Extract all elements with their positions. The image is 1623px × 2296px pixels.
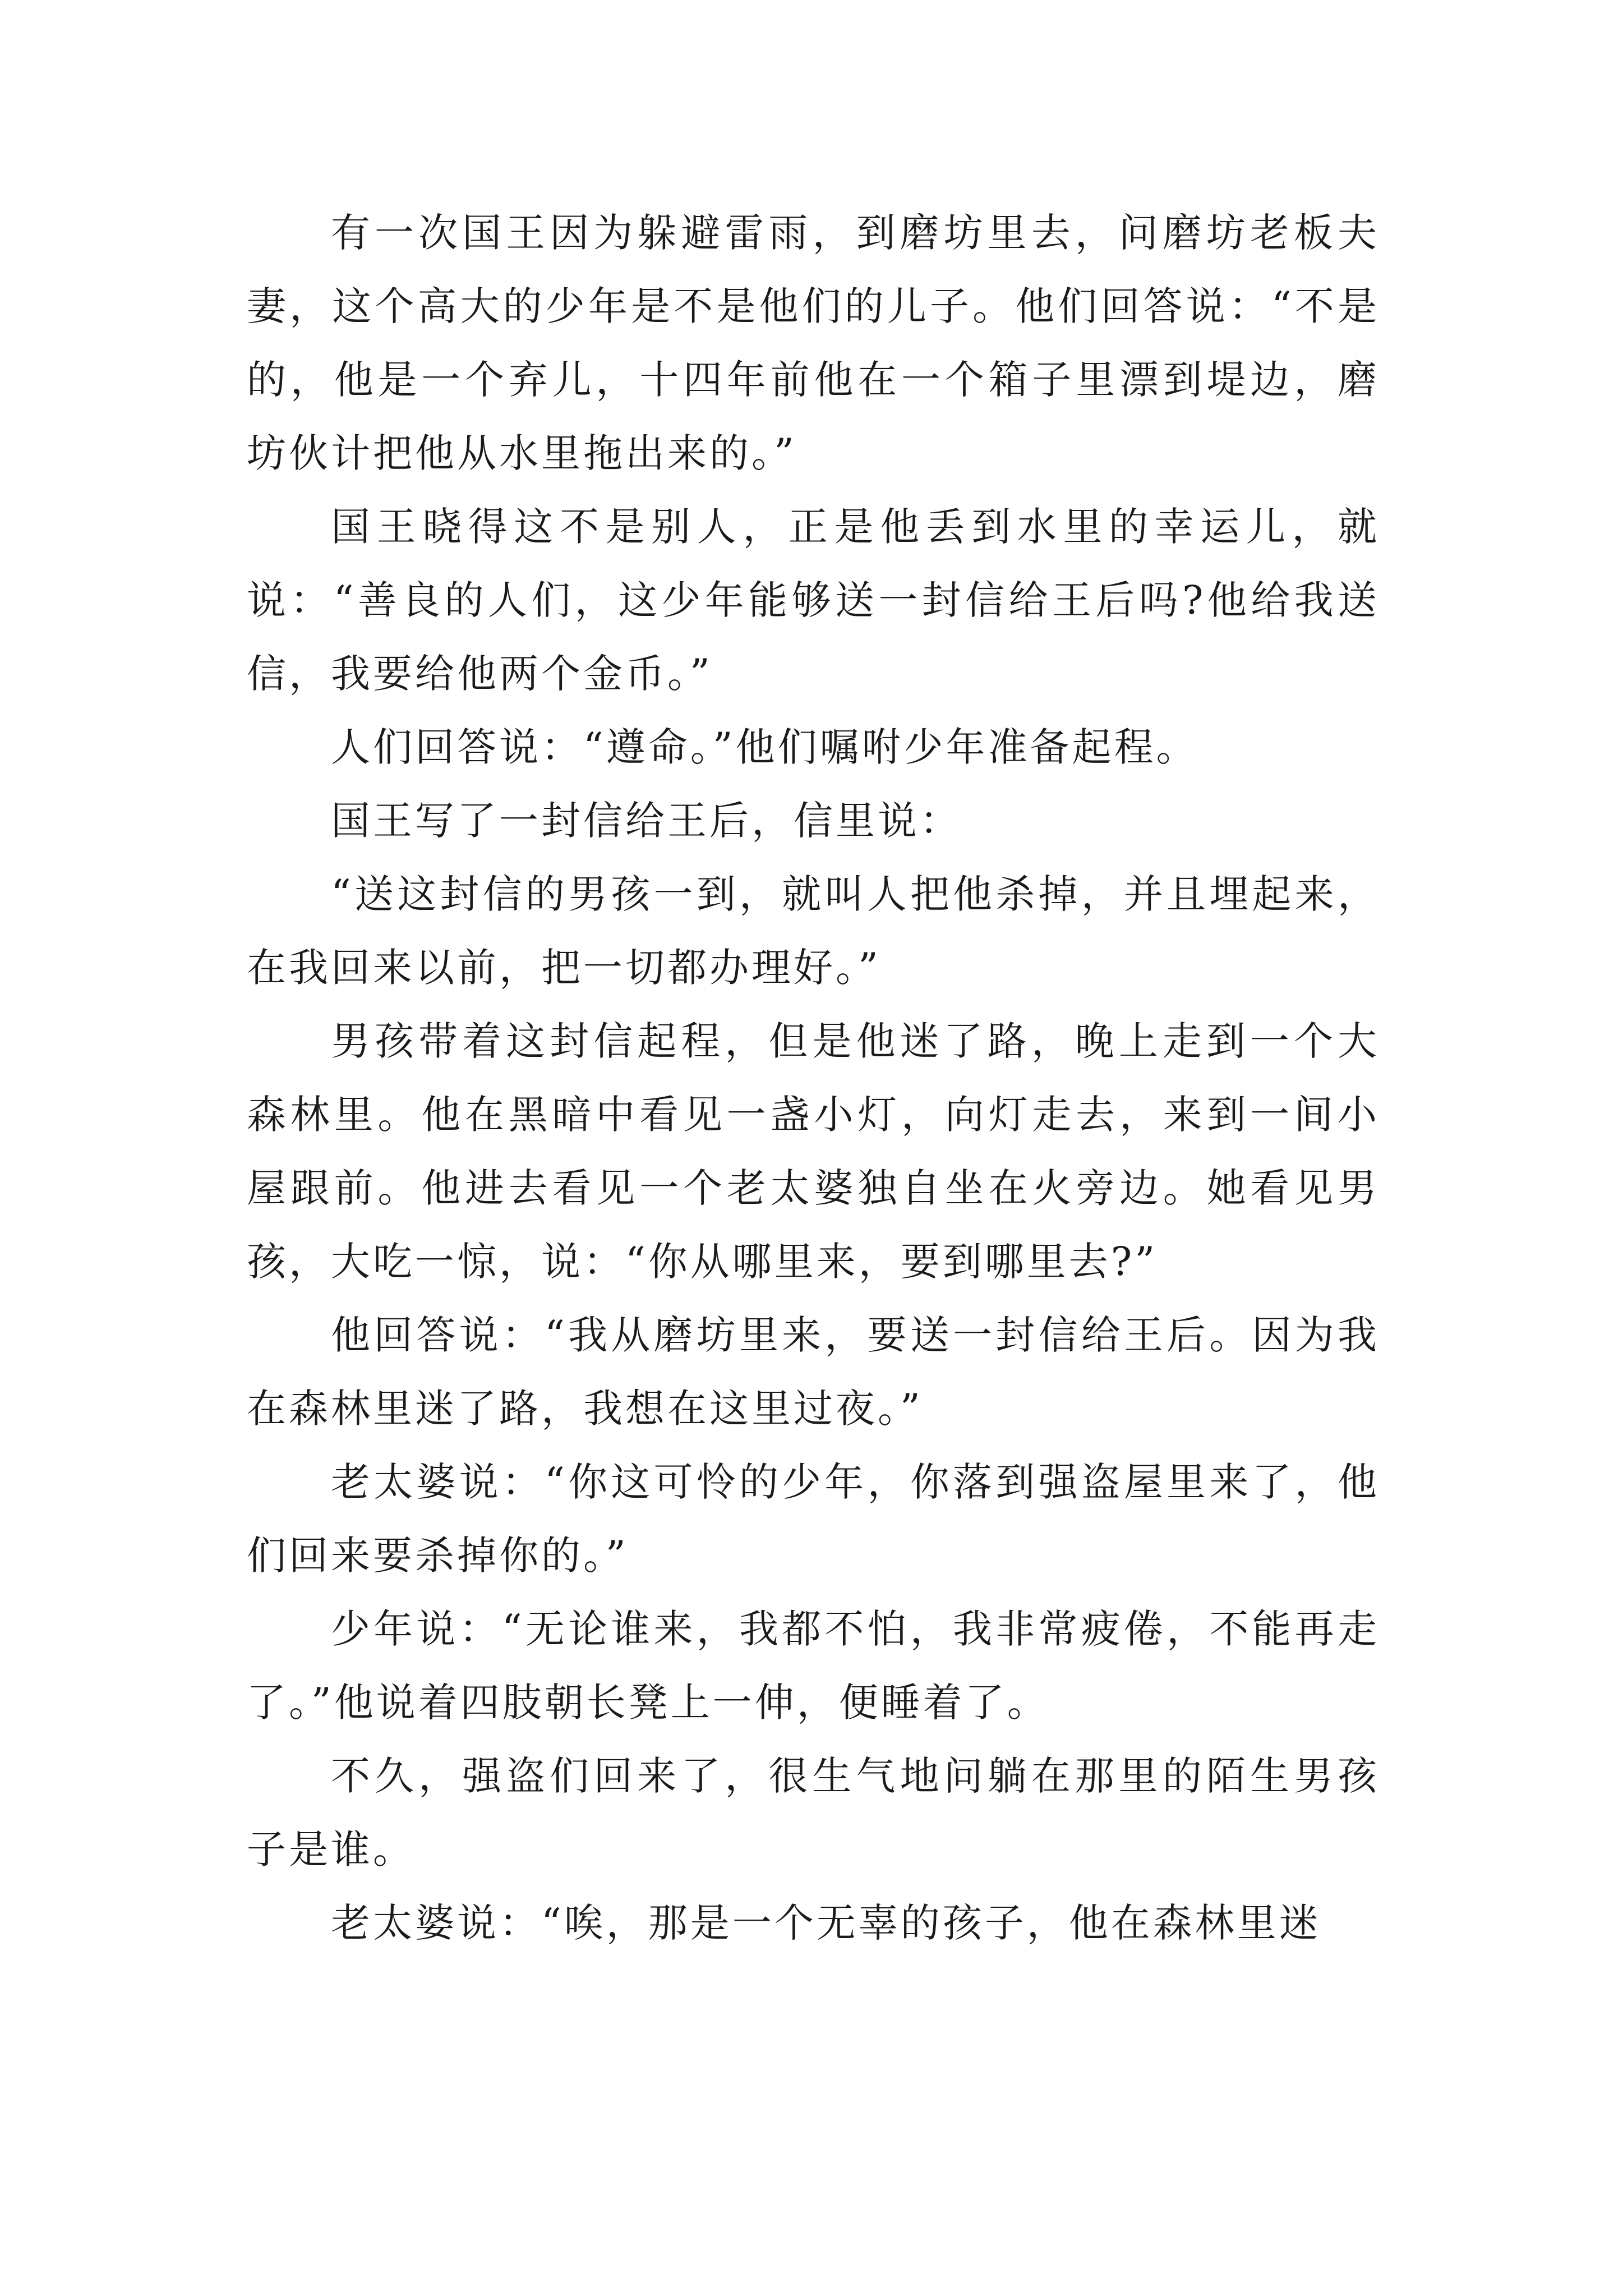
paragraph-boy-answers: 他回答说：“我从磨坊里来，要送一封信给王后。因为我在森林里迷了路，我想在这里过夜。”: [247, 1312, 1380, 1432]
paragraph-robbers-return: 不久，强盗们回来了，很生气地问躺在那里的陌生男孩子是谁。: [247, 1753, 1380, 1872]
document-body: [247, 196, 1380, 1960]
paragraph-old-woman-explains: 老太婆说：“唉，那是一个无辜的孩子，他在森林里迷: [331, 1900, 1321, 1946]
paragraph-king-visits-mill: 有一次国王因为躲避雷雨，到磨坊里去，问磨坊老板夫妻，这个高大的少年是不是他们的儿子。他们回答说：“不是的，他是一个弃儿，十四年前他在一个箱子里漂到堤边，磨坊伙计把他从水里拖出来的。”: [247, 210, 1380, 476]
paragraph-people-agree: 人们回答说：“遵命。”他们嘱咐少年准备起程。: [331, 724, 1198, 770]
paragraph-old-woman-warns: 老太婆说：“你这可怜的少年，你落到强盗屋里来了，他们回来要杀掉你的。”: [247, 1459, 1380, 1579]
paragraph-boy-lost-in-forest: 男孩带着这封信起程，但是他迷了路，晚上走到一个大森林里。他在黑暗中看见一盏小灯，向灯走去，来到一间小屋跟前。他进去看见一个老太婆独自坐在火旁边。她看见男孩，大吃一惊，说：“你从哪里来，要到哪里去?”: [247, 1018, 1380, 1285]
paragraph-king-writes-letter: 国王写了一封信给王后，信里说：: [331, 798, 962, 844]
paragraph-boy-sleeps: 少年说：“无论谁来，我都不怕，我非常疲倦，不能再走了。”他说着四肢朝长凳上一伸，便睡着了。: [247, 1606, 1380, 1726]
paragraph-king-recognizes-boy: 国王晓得这不是别人，正是他丢到水里的幸运儿，就说：“善良的人们，这少年能够送一封信给王后吗?他给我送信，我要给他两个金币。”: [247, 504, 1380, 697]
paragraph-letter-content: “送这封信的男孩一到，就叫人把他杀掉，并且埋起来，在我回来以前，把一切都办理好。”: [247, 871, 1380, 991]
